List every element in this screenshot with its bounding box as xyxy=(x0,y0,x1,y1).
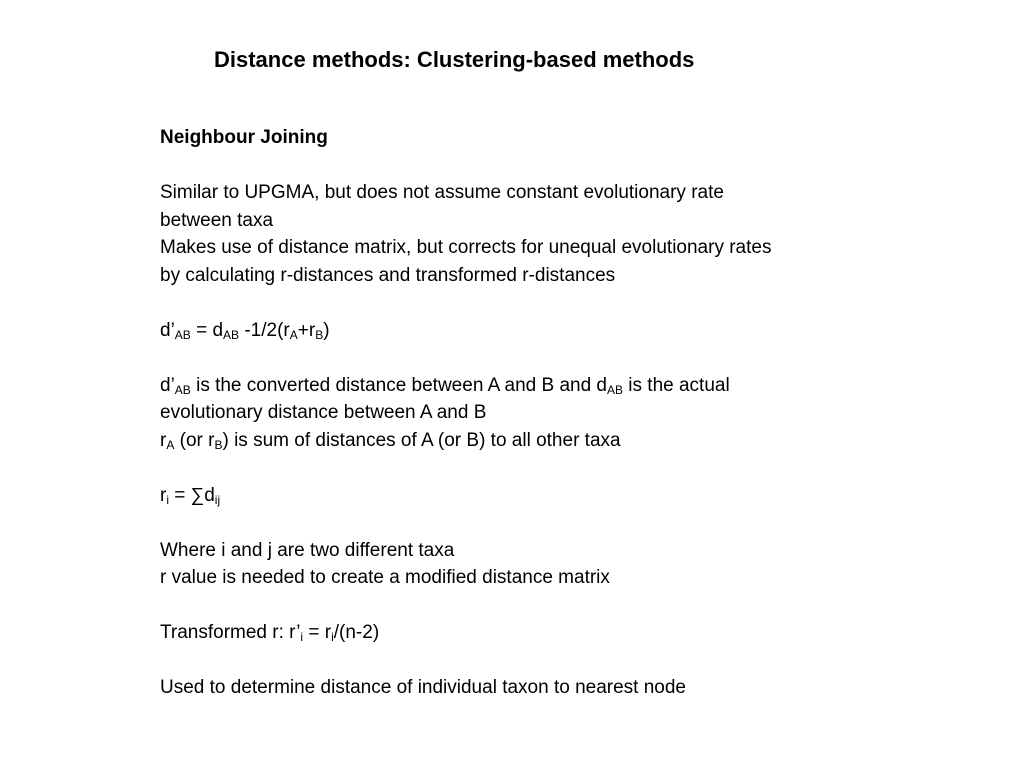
explain-line-3 xyxy=(160,427,920,455)
formula-part: ) xyxy=(323,319,330,341)
intro-line-1: Similar to UPGMA, but does not assume constant evolutionary rate xyxy=(160,182,724,203)
text-part: (or r xyxy=(174,429,215,451)
text-subscript: A xyxy=(166,437,175,452)
formula-subscript: B xyxy=(315,327,324,342)
where-line-2: r value is needed to create a modified distance matrix xyxy=(160,567,610,588)
formula-transformed-r xyxy=(160,619,920,647)
text-part: is the converted distance between A and B and d xyxy=(190,374,607,396)
explain-line-1 xyxy=(160,372,920,400)
section-heading: Neighbour Joining xyxy=(160,127,328,148)
text-subscript: B xyxy=(214,437,223,452)
text-part: ) is sum of distances of A (or B) to all other taxa xyxy=(222,429,621,451)
slide-body xyxy=(160,124,920,702)
formula-part: = r xyxy=(303,622,332,643)
intro-line-3: Makes use of distance matrix, but corrects for unequal evolutionary rates xyxy=(160,237,772,258)
text-part: r xyxy=(160,429,167,451)
sigma-symbol: ∑ xyxy=(190,484,205,506)
text-subscript: AB xyxy=(174,382,191,397)
spacer xyxy=(160,509,920,537)
spacer xyxy=(160,289,920,317)
text-part: d’ xyxy=(160,374,175,396)
spacer xyxy=(160,647,920,675)
closing-line: Used to determine distance of individual taxon to nearest node xyxy=(160,677,686,698)
formula-subscript: i xyxy=(166,492,169,507)
formula-part: /(n-2) xyxy=(333,622,380,643)
explain-line-2: evolutionary distance between A and B xyxy=(160,402,487,423)
text-part: is the actual xyxy=(623,374,730,396)
formula-part: d xyxy=(204,484,215,506)
spacer xyxy=(160,592,920,620)
formula-part: -1/2(r xyxy=(239,319,290,341)
formula-part: r xyxy=(160,484,167,506)
formula-part: = d xyxy=(190,319,224,341)
formula-subscript: i xyxy=(331,630,334,644)
spacer xyxy=(160,344,920,372)
formula-subscript: i xyxy=(300,630,304,644)
spacer xyxy=(160,454,920,482)
formula-part: = xyxy=(169,484,191,506)
formula-converted-distance xyxy=(160,317,920,345)
intro-line-4: by calculating r-distances and transformed r-distances xyxy=(160,264,616,286)
slide-title: Distance methods: Clustering-based methods xyxy=(214,47,695,72)
spacer xyxy=(160,152,920,180)
formula-ri xyxy=(160,482,920,510)
intro-line-2: between taxa xyxy=(160,209,274,231)
where-line-1: Where i and j are two different taxa xyxy=(160,539,455,561)
formula-subscript: AB xyxy=(223,327,240,342)
formula-subscript: AB xyxy=(174,327,191,342)
formula-subscript: A xyxy=(289,327,298,342)
text-subscript: AB xyxy=(607,382,624,397)
formula-part: +r xyxy=(297,319,316,341)
formula-part: d’ xyxy=(160,319,175,341)
formula-part: Transformed r: r’ xyxy=(160,622,301,643)
formula-subscript: ij xyxy=(214,492,221,507)
